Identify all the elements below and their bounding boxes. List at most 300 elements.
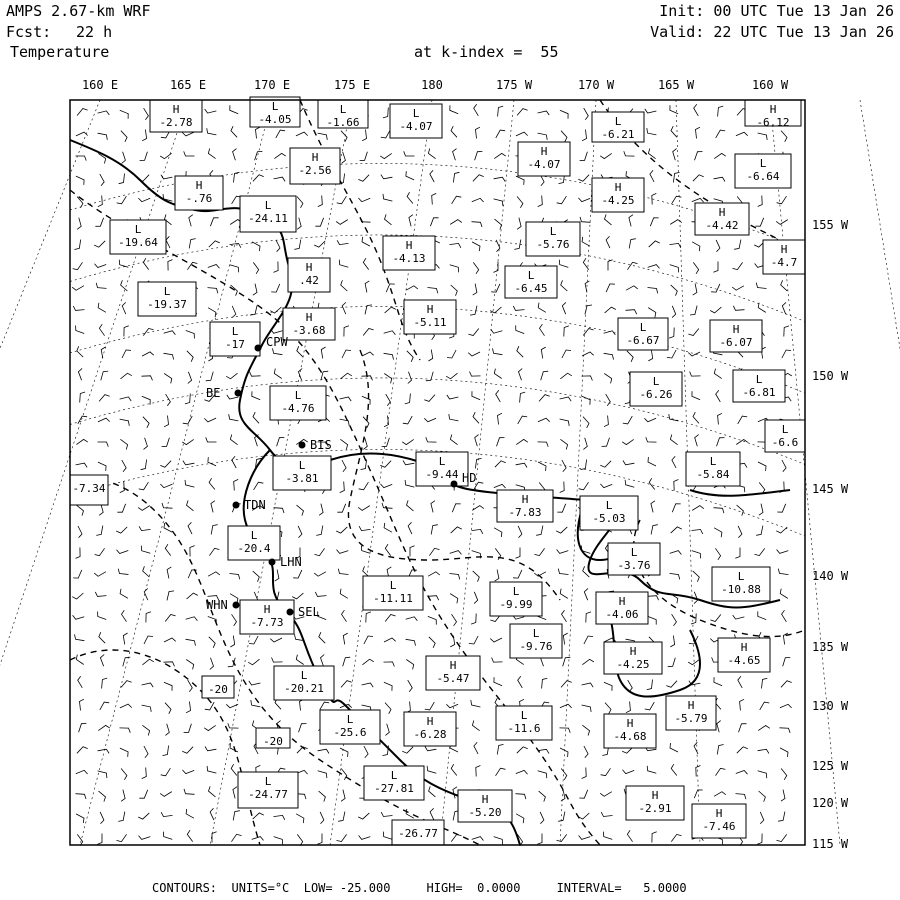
pressure-center — [712, 567, 770, 601]
wind-barb — [625, 480, 634, 487]
wind-barb — [755, 218, 763, 226]
wind-barb — [76, 655, 83, 665]
meridian — [0, 100, 100, 845]
pressure-center — [490, 582, 542, 616]
wind-barb — [516, 794, 526, 799]
wind-barb — [98, 725, 110, 730]
wind-barb — [406, 286, 418, 290]
wind-barb — [468, 352, 480, 356]
wind-barb — [759, 504, 763, 516]
wind-barb — [77, 109, 88, 116]
pressure-center — [320, 710, 380, 744]
wind-barb — [120, 482, 125, 493]
wind-barb — [737, 505, 744, 515]
pressure-center-value: -7.83 — [508, 506, 542, 519]
wind-barb — [469, 636, 478, 644]
wind-barb — [538, 133, 548, 140]
wind-barb — [188, 372, 192, 384]
wind-barb — [690, 306, 697, 315]
pressure-center — [618, 318, 668, 350]
wind-barb — [338, 569, 348, 575]
wind-barb — [561, 280, 568, 291]
wind-barb — [77, 834, 82, 845]
wind-barb — [716, 240, 720, 252]
pressure-center-value: -9.44 — [425, 468, 459, 481]
wind-barb — [160, 461, 171, 468]
wind-barb — [385, 544, 390, 555]
pressure-center-type: L — [532, 627, 540, 640]
wind-barb — [670, 265, 679, 273]
lon-label-right: 155 W — [812, 218, 849, 232]
wind-barb — [274, 815, 285, 819]
wind-barb — [693, 412, 699, 423]
wind-barb — [205, 702, 214, 710]
wind-barb — [472, 242, 480, 251]
wind-barb — [121, 681, 132, 688]
pressure-center-type: L — [250, 529, 258, 542]
wind-barb — [186, 809, 194, 818]
pressure-center-type: L — [781, 423, 789, 436]
wind-barb — [94, 241, 105, 247]
wind-barb — [233, 811, 240, 821]
wind-barb — [582, 725, 589, 735]
wind-barb — [184, 151, 195, 156]
wind-barb — [429, 548, 439, 555]
wind-barb — [319, 791, 326, 802]
pressure-center-type: H — [780, 243, 788, 256]
pressure-center-type: H — [521, 493, 529, 506]
wind-barb — [560, 373, 571, 379]
pressure-center-value: -6.81 — [742, 386, 776, 399]
pressure-center-type: L — [438, 455, 446, 468]
wind-barb — [447, 395, 459, 399]
wind-barb — [716, 130, 726, 138]
pressure-center — [404, 712, 456, 746]
wind-barb — [476, 766, 481, 777]
pressure-center-type: L — [163, 285, 171, 298]
wind-barb — [495, 570, 499, 582]
pressure-center — [110, 220, 166, 254]
pressure-center — [240, 196, 296, 232]
wind-barb — [403, 416, 412, 424]
wind-barb — [693, 262, 698, 273]
wind-barb — [76, 463, 88, 467]
wind-barb — [781, 790, 785, 802]
wind-barb — [402, 439, 414, 444]
wind-barb — [453, 172, 459, 182]
wind-barb — [652, 832, 657, 843]
wind-barb — [494, 677, 502, 686]
wind-barb — [604, 353, 614, 359]
wind-barb — [274, 837, 283, 845]
wind-barb — [275, 570, 279, 582]
wind-barb — [122, 350, 131, 358]
wind-barb — [209, 478, 215, 489]
pressure-center-type: L — [737, 570, 745, 583]
wind-barb — [517, 109, 528, 116]
wind-barb — [579, 482, 589, 490]
pressure-center — [505, 266, 557, 298]
wind-barb — [343, 657, 351, 666]
wind-barb — [384, 374, 391, 384]
wind-barb — [424, 418, 436, 422]
wind-barb — [627, 262, 637, 269]
wind-barb — [321, 347, 325, 358]
wind-barb — [362, 683, 374, 687]
wind-barb — [142, 352, 154, 356]
wind-barb — [255, 151, 263, 160]
longitude-labels-right — [812, 218, 849, 851]
wind-barb — [380, 484, 392, 488]
wind-barb — [560, 439, 567, 449]
wind-barb — [579, 836, 591, 840]
wind-barb — [490, 638, 502, 642]
lon-label-right: 120 W — [812, 796, 849, 810]
wind-barb — [76, 770, 88, 774]
pressure-center — [497, 490, 553, 522]
pressure-center-value: -20 — [263, 735, 283, 748]
wind-barb — [759, 791, 766, 802]
wind-barb — [274, 262, 279, 273]
wind-barb — [648, 308, 656, 318]
wind-barb — [318, 771, 327, 778]
pressure-center-value: -24.11 — [248, 212, 288, 225]
wind-barb — [649, 241, 660, 247]
wind-barb — [99, 632, 105, 643]
wind-barb — [560, 728, 571, 733]
wind-barb — [250, 372, 261, 377]
wind-barb — [513, 306, 524, 311]
wind-barb — [694, 104, 699, 116]
wind-barb — [340, 589, 348, 599]
wind-barb — [138, 506, 150, 511]
wind-barb — [623, 416, 633, 424]
wind-barb — [452, 504, 460, 512]
wind-barb — [494, 177, 506, 181]
wind-barb — [516, 132, 528, 136]
wind-barb — [671, 285, 678, 296]
pressure-center-value: -4.68 — [613, 730, 647, 743]
wind-barb — [383, 194, 392, 201]
pressure-center-value: -4.07 — [399, 120, 433, 133]
lon-label-top: 175 W — [495, 78, 533, 92]
wind-barb — [142, 725, 149, 735]
forecast-hours: 22 h — [76, 23, 113, 41]
wind-barb — [121, 131, 127, 142]
wind-barb — [561, 681, 572, 688]
wind-barb — [273, 348, 283, 354]
lon-label-top: 160 E — [81, 78, 119, 92]
wind-barb — [604, 416, 608, 427]
wind-barb — [476, 127, 480, 138]
pressure-center-value: .42 — [299, 274, 319, 287]
pressure-center-value: -10.88 — [721, 583, 761, 596]
wind-barb — [776, 220, 788, 225]
wind-barb — [187, 500, 194, 510]
pressure-center-type: H — [311, 151, 319, 164]
wind-barb — [117, 550, 129, 554]
wind-barb — [189, 215, 193, 227]
wind-barb — [165, 703, 171, 714]
wind-barb — [98, 196, 103, 207]
wind-barb — [121, 790, 125, 802]
wind-barb — [492, 658, 503, 663]
wind-barb — [381, 812, 392, 816]
wind-barb — [76, 794, 87, 799]
wind-barb — [383, 832, 392, 840]
wind-barb — [762, 678, 768, 688]
wind-barb — [560, 419, 570, 426]
wind-barb — [144, 438, 148, 450]
wind-barb — [671, 834, 681, 841]
wind-barb — [407, 500, 414, 511]
wind-barb — [98, 303, 106, 313]
wind-barb — [517, 346, 523, 357]
lon-label-right: 130 W — [812, 699, 849, 713]
wind-barb — [760, 702, 770, 710]
wind-barb — [427, 766, 436, 773]
wind-barb — [98, 612, 107, 620]
wind-barb — [342, 152, 346, 164]
wind-barb — [425, 702, 435, 710]
station-dot — [235, 390, 242, 397]
wind-barb — [472, 721, 479, 731]
pressure-center-value: -9.76 — [519, 640, 553, 653]
wind-barb — [541, 347, 545, 358]
wind-barb — [472, 837, 484, 841]
wind-barb — [76, 548, 81, 559]
wind-barb — [77, 218, 81, 230]
wind-barb — [426, 437, 437, 442]
wind-barb — [117, 504, 125, 512]
wind-barb — [183, 461, 195, 465]
wind-barb — [759, 483, 765, 494]
wind-barb — [648, 596, 659, 601]
wind-barb — [428, 288, 438, 294]
wind-barb — [474, 742, 478, 754]
pressure-center-value: -6.64 — [746, 170, 780, 183]
wind-barb — [474, 592, 478, 604]
wind-barb — [520, 392, 526, 402]
wind-barb — [670, 573, 680, 579]
wind-barb — [274, 177, 286, 181]
pressure-center — [763, 240, 805, 274]
wind-barb — [98, 462, 106, 471]
wind-barb — [776, 527, 787, 533]
wind-barb — [118, 812, 125, 822]
wind-barb — [494, 369, 501, 379]
wind-barb — [560, 110, 568, 118]
wind-barb — [541, 371, 549, 380]
wind-barb — [385, 615, 395, 622]
wind-barb — [315, 592, 326, 597]
wind-barb — [165, 724, 169, 736]
wind-barb — [629, 239, 636, 249]
wind-barb — [713, 262, 718, 273]
wind-barb — [453, 149, 457, 161]
pressure-center-type: L — [339, 103, 347, 116]
wind-barb — [561, 131, 567, 142]
wind-barb — [297, 218, 301, 230]
wind-barb — [606, 284, 615, 292]
wind-barb — [696, 766, 701, 777]
wind-barb — [518, 416, 528, 424]
wind-barb — [186, 617, 198, 621]
wind-barb — [383, 108, 388, 118]
wind-barb — [233, 787, 237, 799]
wind-barb — [586, 612, 591, 623]
valid-time: Valid: 22 UTC Tue 13 Jan 26 — [650, 23, 894, 41]
wind-barb — [100, 655, 104, 667]
station-label: HD — [462, 471, 477, 485]
pressure-center — [596, 592, 648, 624]
pressure-center-type: L — [652, 375, 660, 388]
pressure-center-type: H — [172, 103, 180, 116]
lon-label-top: 180 — [421, 78, 443, 92]
wind-barb — [563, 633, 567, 644]
wind-barb — [582, 683, 594, 687]
wind-barb — [188, 522, 192, 534]
wind-barb — [600, 461, 611, 467]
field-name: Temperature — [10, 43, 110, 61]
wind-barb — [498, 413, 503, 424]
wind-barb — [450, 243, 461, 247]
wind-barb — [363, 566, 370, 577]
wind-barb — [647, 766, 656, 773]
wind-barb — [380, 153, 392, 158]
wind-barb — [516, 463, 527, 467]
pressure-center-value: -4.06 — [605, 608, 639, 621]
pressure-center-value: -20 — [208, 683, 228, 696]
wind-barb — [694, 742, 698, 754]
wind-barb — [645, 702, 655, 710]
lon-label-top: 170 W — [577, 78, 615, 92]
pressure-center — [202, 676, 234, 698]
wind-barb — [184, 724, 192, 733]
wind-barb — [539, 395, 550, 402]
pressure-center — [288, 258, 330, 292]
wind-barb — [211, 525, 218, 535]
pressure-center-value: -4.13 — [392, 252, 426, 265]
pressure-center — [416, 452, 468, 486]
wind-barb — [473, 175, 484, 182]
wind-barb — [647, 680, 653, 690]
wind-barb — [343, 633, 347, 644]
wind-barb — [210, 808, 214, 820]
wind-barb — [672, 614, 677, 626]
wind-barb — [96, 283, 106, 289]
wind-barb — [557, 504, 565, 512]
wind-barb — [740, 699, 745, 710]
wind-barb — [315, 218, 323, 226]
wind-barb — [495, 219, 502, 230]
wind-barb — [253, 175, 264, 182]
pressure-center-value: -2.56 — [298, 164, 332, 177]
wind-barb — [163, 746, 169, 756]
wind-barb — [538, 418, 550, 422]
wind-barb — [365, 281, 369, 293]
pressure-center-type: H — [687, 699, 695, 712]
wind-barb — [337, 196, 347, 204]
wind-barb — [102, 678, 108, 688]
wind-barb — [297, 505, 304, 515]
wind-barb — [710, 307, 721, 313]
wind-barb — [714, 369, 721, 379]
wind-barb — [206, 372, 213, 381]
wind-barb — [648, 350, 652, 361]
wind-barb — [473, 284, 477, 296]
wind-barb — [208, 457, 216, 466]
wind-barb — [584, 588, 588, 600]
wind-barb — [517, 747, 528, 753]
wind-barb — [139, 790, 147, 798]
longitude-labels — [82, 78, 789, 92]
wind-barb — [494, 484, 506, 488]
pressure-center-type: H — [481, 793, 489, 806]
wind-barb — [758, 771, 767, 778]
wind-barb — [562, 302, 566, 314]
pressure-center-value: -20.21 — [284, 682, 324, 695]
wind-barb — [232, 456, 236, 468]
wind-barb — [185, 394, 190, 404]
wind-barb — [76, 176, 84, 185]
pressure-center-value: -20.4 — [237, 542, 271, 555]
wind-barb — [784, 326, 789, 337]
wind-barb — [738, 526, 742, 538]
wind-barb — [160, 153, 171, 158]
wind-barb — [358, 506, 370, 511]
wind-barb — [73, 262, 83, 269]
wind-barb — [76, 132, 88, 136]
wind-barb — [99, 791, 106, 802]
wind-barb — [120, 110, 128, 118]
station-dot — [255, 345, 262, 352]
wind-barb — [362, 659, 373, 665]
wind-barb — [780, 589, 788, 599]
wind-barb — [364, 746, 368, 758]
wind-barb — [538, 462, 546, 471]
wind-barb — [583, 417, 589, 428]
pressure-center-type: L — [527, 269, 535, 282]
wind-barb — [168, 260, 173, 271]
wind-barb — [584, 108, 589, 120]
wind-barb — [626, 310, 637, 315]
pressure-center-type: H — [769, 103, 777, 116]
wind-barb — [359, 482, 369, 490]
wind-barb — [143, 566, 150, 577]
pressure-center-type: L — [300, 669, 308, 682]
wind-barb — [406, 660, 413, 670]
wind-barb — [210, 658, 214, 670]
pressure-center-value: -2.91 — [638, 802, 672, 815]
wind-barb — [73, 306, 84, 310]
pressure-center-type: L — [639, 321, 647, 334]
lon-label-right: 135 W — [812, 640, 849, 654]
wind-barb — [100, 702, 109, 710]
pressure-center-value: -6.21 — [601, 128, 635, 141]
wind-barb — [299, 724, 307, 733]
wind-barb — [276, 130, 285, 138]
wind-barb — [229, 414, 239, 421]
wind-barb — [627, 351, 633, 362]
wind-barb — [234, 479, 239, 490]
wind-barb — [556, 527, 567, 533]
wind-barb — [358, 198, 370, 202]
wind-barb — [696, 127, 701, 138]
lon-label-right: 125 W — [812, 759, 849, 773]
wind-barb — [715, 548, 720, 560]
wind-barb — [120, 589, 128, 599]
